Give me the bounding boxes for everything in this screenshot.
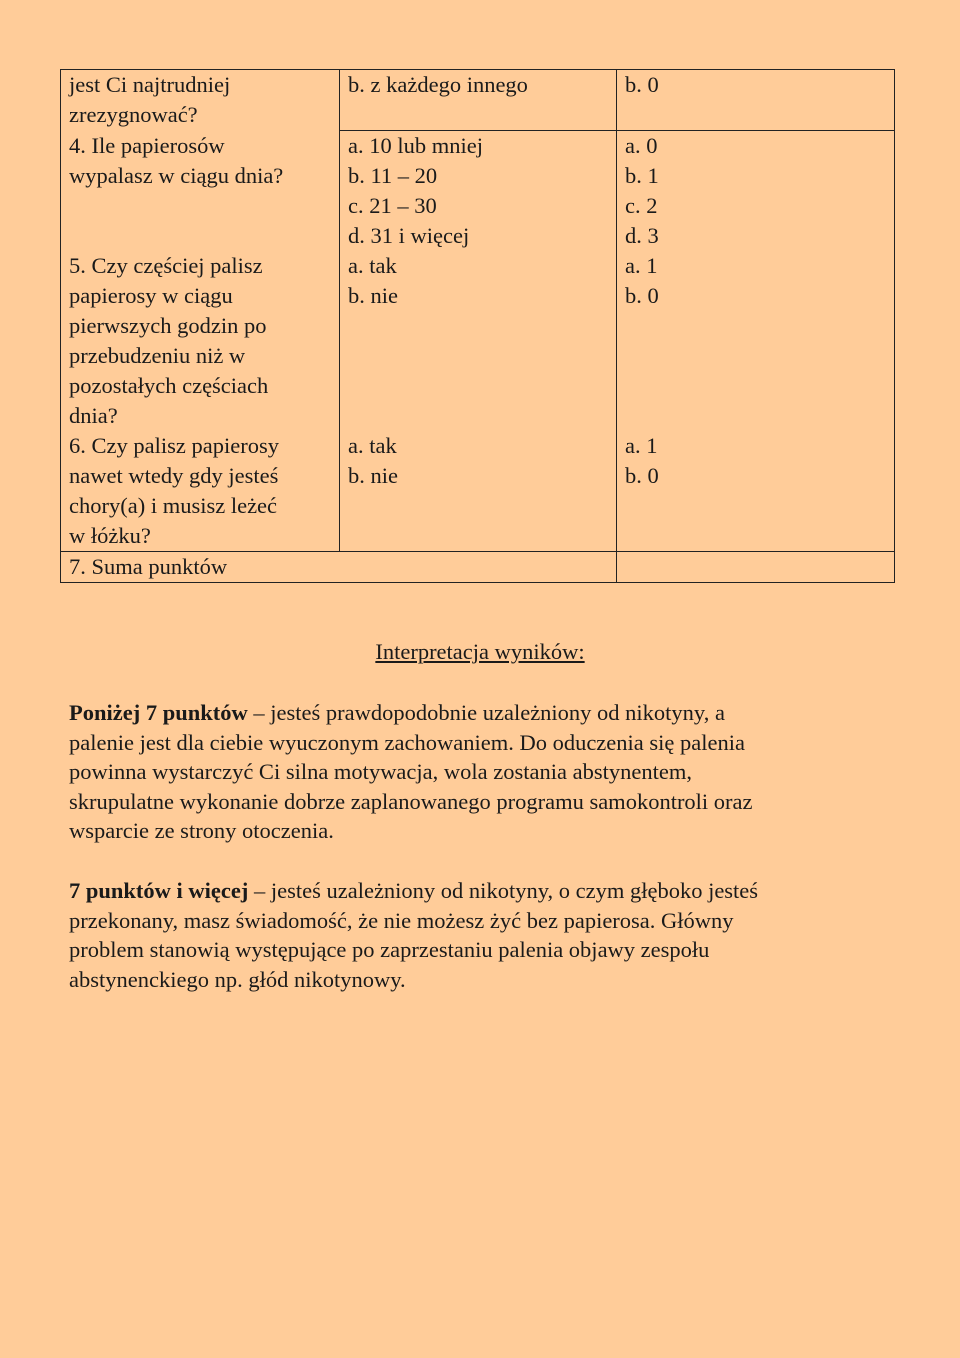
question-cell bbox=[61, 131, 340, 252]
answer-line: b. nie bbox=[348, 283, 398, 308]
question-line bbox=[69, 221, 333, 251]
points-line: a. 1 bbox=[625, 433, 658, 458]
question-line: 4. Ile papierosów bbox=[69, 132, 225, 158]
interpretation-title-text: Interpretacja wyników: bbox=[375, 639, 585, 664]
paragraph-lead-bold: 7 punktów i więcej bbox=[69, 878, 249, 903]
answer-line: a. tak bbox=[348, 253, 397, 278]
answer-line: c. 21 – 30 bbox=[348, 193, 437, 218]
paragraph-text: problem stanowią występujące po zaprzestaniu palenia objawy zespołu bbox=[69, 937, 710, 962]
table-row bbox=[61, 552, 895, 583]
points-line: b. 0 bbox=[625, 72, 659, 97]
paragraph-text: wsparcie ze strony otoczenia. bbox=[69, 818, 334, 843]
answer-cell bbox=[340, 131, 617, 252]
question-line: w łóżku? bbox=[69, 523, 151, 548]
table-row bbox=[61, 251, 895, 431]
question-line: chory(a) i musisz leżeć bbox=[69, 493, 278, 518]
table-row bbox=[61, 431, 895, 552]
question-cell bbox=[61, 431, 340, 552]
question-line: papierosy w ciągu bbox=[69, 283, 233, 308]
question-line: zrezygnować? bbox=[69, 102, 198, 127]
paragraph-text: abstynenckiego np. głód nikotynowy. bbox=[69, 966, 406, 992]
points-line: b. 0 bbox=[625, 463, 659, 488]
paragraph-text: powinna wystarczyć Ci silna motywacja, wola zostania abstynentem, bbox=[69, 759, 692, 784]
points-line: b. 0 bbox=[625, 283, 659, 308]
question-line bbox=[69, 191, 333, 221]
interpretation-paragraph-2 bbox=[69, 876, 899, 994]
answer-line: b. nie bbox=[348, 463, 398, 488]
points-cell bbox=[617, 70, 895, 131]
answer-line: b. z każdego innego bbox=[348, 72, 528, 97]
paragraph-text: palenie jest dla ciebie wyuczonym zachowaniem. Do oduczenia się palenia bbox=[69, 729, 745, 755]
points-line: c. 2 bbox=[625, 193, 658, 218]
question-cell bbox=[61, 552, 617, 583]
question-line: wypalasz w ciągu dnia? bbox=[69, 162, 284, 188]
points-line: d. 3 bbox=[625, 223, 659, 248]
interpretation-paragraph-1 bbox=[69, 698, 899, 846]
question-line: jest Ci najtrudniej bbox=[69, 72, 231, 97]
points-line: a. 0 bbox=[625, 133, 658, 158]
question-line: pierwszych godzin po bbox=[69, 313, 267, 338]
paragraph-lead-bold: Poniżej 7 punktów bbox=[69, 700, 248, 725]
table-row bbox=[61, 131, 895, 252]
question-cell bbox=[61, 70, 340, 131]
question-line: dnia? bbox=[69, 403, 118, 428]
question-line: 7. Suma punktów bbox=[69, 554, 228, 579]
quiz-table bbox=[60, 69, 895, 583]
answer-line: b. 11 – 20 bbox=[348, 163, 438, 188]
answer-cell bbox=[340, 251, 617, 431]
interpretation-title bbox=[0, 637, 960, 667]
question-cell bbox=[61, 251, 340, 431]
answer-line: a. tak bbox=[348, 433, 397, 458]
question-line: przebudzeniu niż w bbox=[69, 343, 246, 368]
paragraph-text: – jesteś prawdopodobnie uzależniony od nikotyny, a bbox=[247, 700, 725, 725]
table-row bbox=[61, 70, 895, 131]
question-line: 6. Czy palisz papierosy bbox=[69, 433, 279, 458]
paragraph-text: przekonany, masz świadomość, że nie możesz żyć bez papierosa. Główny bbox=[69, 907, 734, 933]
answer-cell bbox=[340, 70, 617, 131]
question-line: pozostałych częściach bbox=[69, 373, 269, 398]
answer-line: d. 31 i więcej bbox=[348, 223, 470, 248]
question-line: nawet wtedy gdy jesteś bbox=[69, 463, 279, 488]
points-line: a. 1 bbox=[625, 253, 658, 278]
points-cell bbox=[617, 552, 895, 583]
points-cell bbox=[617, 431, 895, 552]
question-line: 5. Czy częściej palisz bbox=[69, 253, 263, 278]
points-cell bbox=[617, 251, 895, 431]
points-line: b. 1 bbox=[625, 163, 659, 188]
paragraph-text: – jesteś uzależniony od nikotyny, o czym głęboko jesteś bbox=[248, 878, 759, 903]
answer-line: a. 10 lub mniej bbox=[348, 133, 483, 158]
points-cell bbox=[617, 131, 895, 252]
answer-cell bbox=[340, 431, 617, 552]
paragraph-text: skrupulatne wykonanie dobrze zaplanowanego programu samokontroli oraz bbox=[69, 788, 753, 814]
